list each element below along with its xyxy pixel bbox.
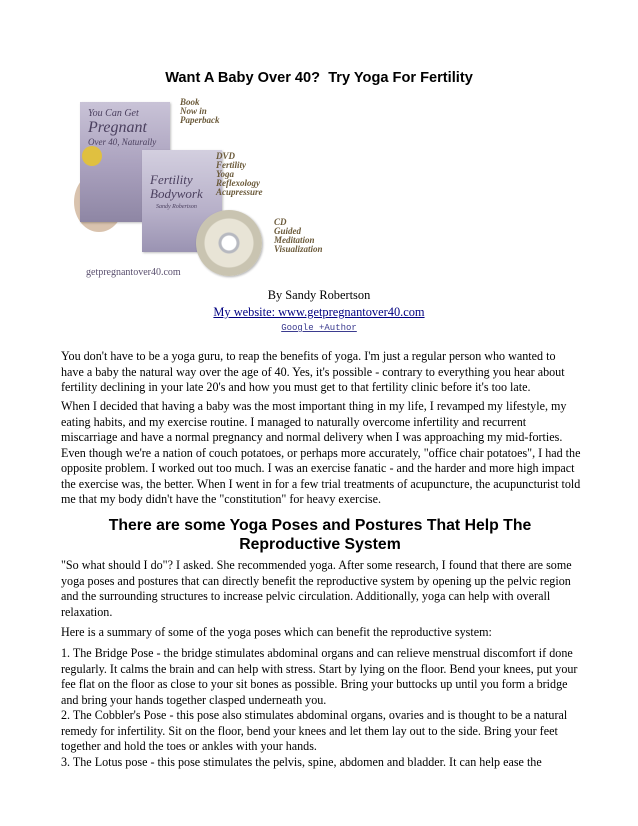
list-item-bridge-pose: 1. The Bridge Pose - the bridge stimulates abdominal organs and can relieve menstrual discomfort if done regularly. It calms the brain and can help with stress. Start by lying on the floor. Bend your knees, put your fee flat on the floor as close to your sit bones as possible. Bring your buttocks up until you form a bridge and bring your hands together clasped underneath you.: [61, 646, 578, 707]
paragraph-text: Here is a summary of some of the yoga poses which can benefit the reproductive system:: [61, 625, 492, 639]
award-seal-icon: [82, 146, 102, 166]
paragraph-story: [61, 399, 581, 508]
yoga-pose-list: [61, 646, 581, 770]
label-cd: CD Guided Meditation Visualization: [274, 217, 323, 254]
list-item-lotus-pose: 3. The Lotus pose - this pose stimulates the pelvis, spine, abdomen and bladder. It can help ease the: [61, 754, 542, 769]
paragraph-text: "So what should I do"? I asked. She recommended yoga. After some research, I found that there are some yoga poses and postures that can directly benefit the reproductive system by opening up the pelvic region and the surrounding structures to increase pelvic circulation. Additionally, yoga can help with overall relaxation.: [61, 558, 572, 619]
paragraph-intro: [61, 349, 581, 396]
book1-line2: Pregnant: [88, 119, 147, 136]
book1-line3: Over 40, Naturally: [88, 137, 157, 147]
list-item-cobblers-pose: 2. The Cobbler's Pose - this pose also stimulates abdominal organs, ovaries and is thought to be a natural remedy for infertility. Sit on the floor, bend your knees and let them lay out to the side. Bring your feet together and hold the toes or ankles with your hands.: [61, 708, 568, 753]
article-title: Want A Baby Over 40? Try Yoga For Fertility: [165, 70, 473, 86]
book1-line1: You Can Get: [88, 108, 139, 119]
book2-line2: Bodywork: [150, 186, 203, 201]
label-book-paperback: Book Now in Paperback: [180, 97, 220, 125]
paragraph-text: When I decided that having a baby was the most important thing in my life, I revamped my lifestyle, my eating habits, and my exercise routine. I managed to naturally overcome infertility and recurrent miscarriage and have a normal pregnancy and normal delivery when I was approaching my mid-forties. Even though we're a nation of couch potatoes, or perhaps more accurately, "office chair potatoes", I had the opposite problem. I worked out too much. I was an exercise fanatic - and the harder and more high impact the exercise was, the better. When I went in for a few trial treatments of acupuncture, the acupuncturist told me that my body didn't have the "constitution" for heavy exercise.: [61, 399, 581, 506]
paragraph-recommendation: [61, 558, 581, 620]
book2-line1: Fertility: [150, 172, 193, 187]
label-dvd: DVD Fertility Yoga Reflexology Acupressure: [216, 151, 263, 197]
website-link[interactable]: My website: www.getpregnantover40.com: [213, 305, 425, 319]
section-heading: There are some Yoga Poses and Postures That Help The Reproductive System: [108, 517, 532, 553]
paragraph-summary-intro: [61, 625, 581, 641]
author-byline: By Sandy Robertson: [267, 288, 371, 302]
google-author-link[interactable]: Google +Author: [281, 323, 357, 333]
promo-url: getpregnantover40.com: [86, 267, 181, 278]
cd-disc-icon: [196, 210, 262, 276]
paragraph-text: You don't have to be a yoga guru, to reap the benefits of yoga. I'm just a regular person who wanted to have a baby the natural way over the age of 40. Yes, it's possible - contrary to everything you hear about fertility declining in your late 20's and how you must get to that fertility clinic before it's too late.: [61, 349, 565, 394]
book2-author: Sandy Robertson: [156, 204, 197, 210]
product-promo-image: [80, 94, 323, 284]
